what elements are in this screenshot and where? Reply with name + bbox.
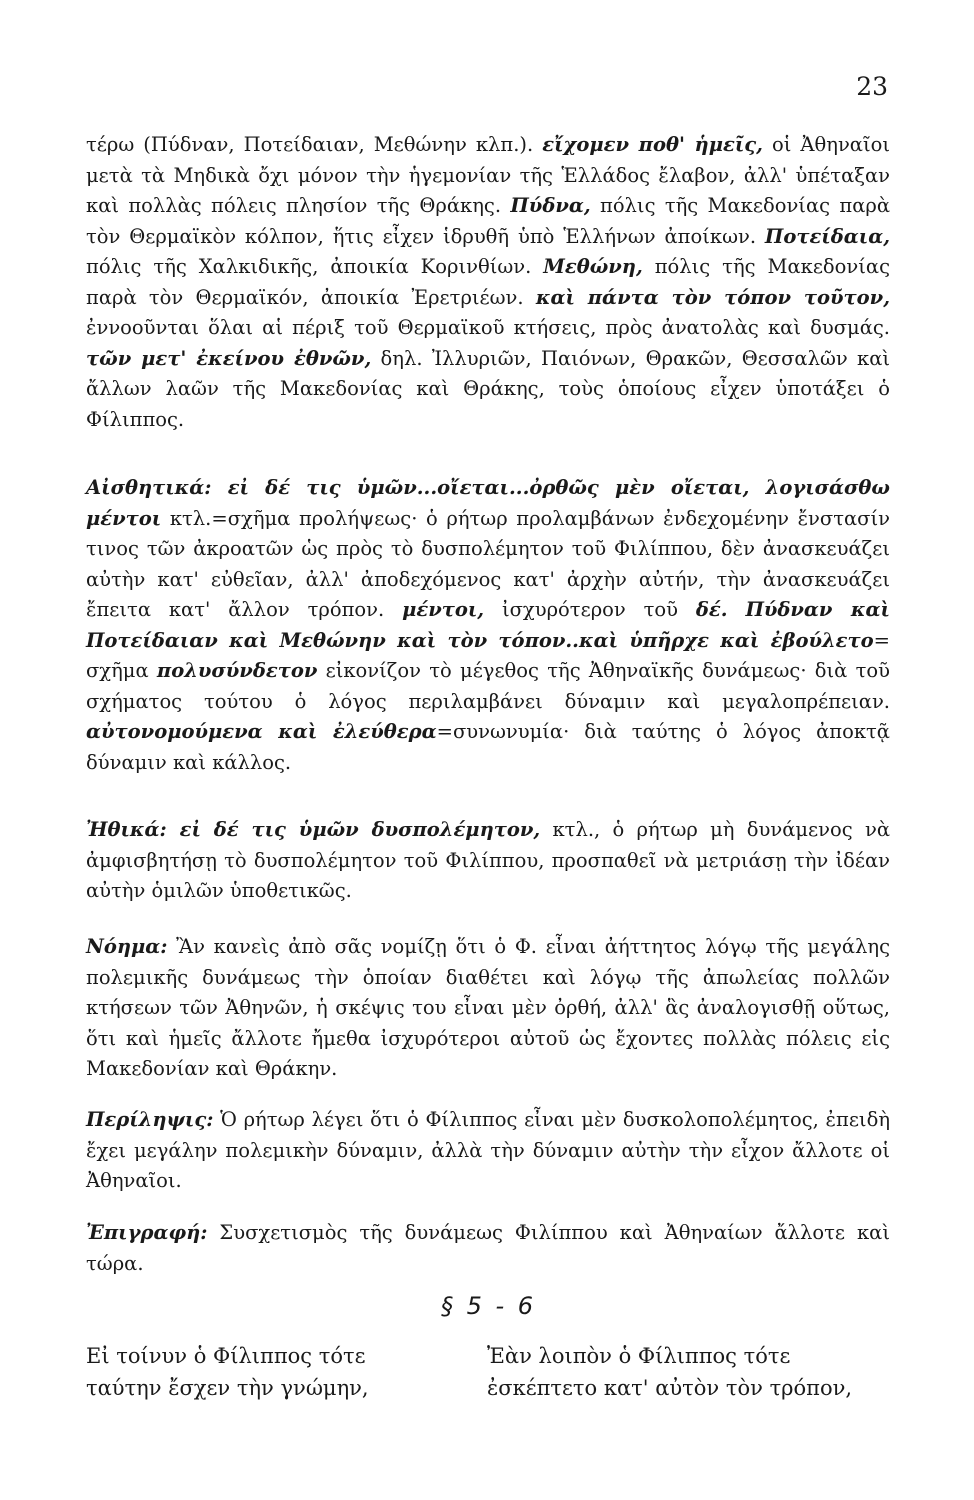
translation-text-line: Ἐὰν λοιπὸν ὁ Φίλιππος τότε: [487, 1344, 791, 1368]
text-segment: οἱ Ἀθηναῖοι μετὰ τὰ Μηδικὰ ὄχι μόνον τὴν ἡγεμονίαν τῆς Ἑλλάδος ἔλαβον, ἀλλ' ὑπέταξαν καὶ πολλὰς πόλεις πλησίον τῆς Θράκης.: [86, 133, 890, 217]
original-text-line: ταύτην ἔσχεν τὴν γνώμην,: [86, 1376, 369, 1400]
text-segment: Ἂν κανεὶς ἀπὸ σᾶς νομίζῃ ὅτι ὁ Φ. εἶναι ἀήττητος λόγῳ τῆς μεγάλης πολεμικῆς δυνάμεως τὴν ὁποίαν διαθέτει καὶ λόγῳ τῆς ἀπωλείας πολλῶν κτήσεων τῶν Ἀθηνῶν, ἡ σκέψις του εἶναι μὲν ὀρθή, ἀλλ' ἃς ἀναλογισθῇ οὕτως, ὅτι καὶ ἡμεῖς ἄλλοτε ἤμεθα ἰσχυρότεροι αὐτοῦ ὡς ἔχοντες πολλὰς πόλεις εἰς Μακεδονίαν καὶ Θράκην.: [86, 935, 890, 1080]
text-segment: πόλις τῆς Χαλκιδικῆς, ἀποικία Κορινθίων.: [86, 255, 544, 278]
emphasized-term: Μεθώνη,: [543, 255, 643, 278]
text-segment: =συνωνυμία· διὰ ταύτης ὁ λόγος ἀποκτᾷ δύναμιν καὶ κάλλος.: [86, 720, 890, 774]
title-paragraph: [86, 1218, 890, 1279]
emphasized-term: μέντοι,: [402, 598, 485, 621]
emphasized-term: Ἐπιγραφή:: [86, 1221, 208, 1244]
meaning-paragraph: [86, 932, 890, 1085]
emphasized-term: Πύδναν καὶ Ποτείδαιαν καὶ Μεθώνην καὶ τὸν τόπον..καὶ ὑπῆρχε καὶ ἐβούλετο: [86, 598, 890, 652]
text-segment: [728, 598, 746, 621]
emphasized-term: Περίληψις:: [86, 1108, 214, 1131]
translation-text-line: ἐσκέπτετο κατ' αὐτὸν τὸν τρόπον,: [487, 1376, 853, 1400]
emphasized-term: αὐτονομούμενα καὶ ἐλεύθερα: [86, 720, 437, 743]
text-segment: Ὁ ρήτωρ λέγει ὅτι ὁ Φίλιππος εἶναι μὲν δυσκολοπολέμητος, ἐπειδὴ ἔχει μεγάλην πολεμικὴν δύναμιν, ἀλλὰ τὴν δύναμιν αὐτὴν τὴν εἶχον ἄλλοτε οἱ Ἀθηναῖοι.: [86, 1108, 890, 1192]
text-segment: δηλ. Ἰλλυριῶν, Παιόνων, Θρακῶν, Θεσσαλῶν καὶ ἄλλων λαῶν τῆς Μακεδονίας καὶ Θράκης, τοὺς ὁποίους εἶχεν ὑποτάξει ὁ Φίλιππος.: [86, 346, 891, 431]
aesthetics-paragraph: [86, 473, 890, 778]
emphasized-term: Ἠθικά: εἰ δέ τις ὑμῶν δυσπολέμητον,: [86, 818, 541, 841]
original-text-line: Εἰ τοίνυν ὁ Φίλιππος τότε: [86, 1344, 366, 1368]
page-number: 23: [856, 72, 888, 101]
ethics-paragraph: [86, 815, 890, 907]
translation-text-column: [487, 1340, 897, 1404]
text-segment: ἰσχυρότερον τοῦ: [484, 598, 696, 621]
section-heading: § 5 - 6: [440, 1292, 534, 1320]
emphasized-term: Νόημα:: [86, 935, 168, 958]
text-segment: εἰκονίζον τὸ μέγεθος τῆς Ἀθηναϊκῆς δυνάμεως· διὰ τοῦ σχήματος τούτου ὁ λόγος περιλαμβάνει δύναμιν καὶ μεγαλοπρέπειαν.: [86, 659, 890, 713]
emphasized-term: τῶν μετ' ἐκείνου ἐθνῶν,: [86, 346, 372, 370]
emphasized-term: εἴχομεν ποθ' ἡμεῖς,: [542, 133, 763, 156]
text-segment: τέρω (Πύδναν, Ποτείδαιαν, Μεθώνην κλπ.).: [86, 133, 543, 156]
text-segment: κτλ.=σχῆμα προλήψεως· ὁ ρήτωρ προλαμβάνων ἐνδεχομένην ἔνστασίν τινος τῶν ἀκροατῶν ὡς πρὸς τὸ δυσπολέμητον τοῦ Φιλίππου, δὲν ἀνασκευάζει αὐτὴν κατ' εὐθεῖαν, ἀλλ' ἀποδεχόμενος κατ' ἀρχὴν αὐτήν, τὴν ἀνασκευάζει ἔπειτα κατ' ἄλλον τρόπον.: [86, 506, 890, 621]
text-segment: κτλ., ὁ ρήτωρ μὴ δυνάμενος νὰ ἀμφισβητήσῃ τὸ δυσπολέμητον τοῦ Φιλίππου, προσπαθεῖ νὰ μετριάσῃ τὴν ἰδέαν αὐτὴν ὁμιλῶν ὑποθετικῶς.: [86, 818, 890, 902]
emphasized-term: Πύδνα,: [510, 194, 591, 217]
emphasized-term: Ποτείδαια,: [764, 224, 890, 248]
text-segment: πόλις τῆς Μακεδονίας παρὰ τὸν Θερμαϊκὸν κόλπον, ἥτις εἶχεν ἱδρυθῆ ὑπὸ Ἑλλήνων ἀποίκων.: [86, 194, 890, 248]
emphasized-term: πολυσύνδετον: [156, 659, 318, 682]
text-segment: πόλις τῆς Μακεδονίας παρὰ τὸν Θερμαϊκόν, ἀποικία Ἐρετριέων.: [86, 255, 890, 309]
emphasized-term: δέ.: [695, 598, 728, 621]
text-segment: Συσχετισμὸς τῆς δυνάμεως Φιλίππου καὶ Ἀθηναίων ἄλλοτε καὶ τώρα.: [86, 1221, 890, 1275]
text-segment: = σχῆμα: [86, 628, 890, 682]
emphasized-term: καὶ πάντα τὸν τόπον τοῦτον,: [535, 285, 890, 309]
emphasized-term: Αἰσθητικά: εἰ δέ τις ὑμῶν...οἴεται...ὀρθῶς μὲν οἴεται, λογισάσθω μέντοι: [86, 476, 890, 530]
commentary-paragraph: [86, 130, 890, 435]
original-text-column: [86, 1340, 416, 1404]
text-segment: ἐννοοῦνται ὅλαι αἱ πέριξ τοῦ Θερμαϊκοῦ κτήσεις, πρὸς ἀνατολὰς καὶ δυσμάς.: [86, 316, 890, 339]
summary-paragraph: [86, 1105, 890, 1197]
